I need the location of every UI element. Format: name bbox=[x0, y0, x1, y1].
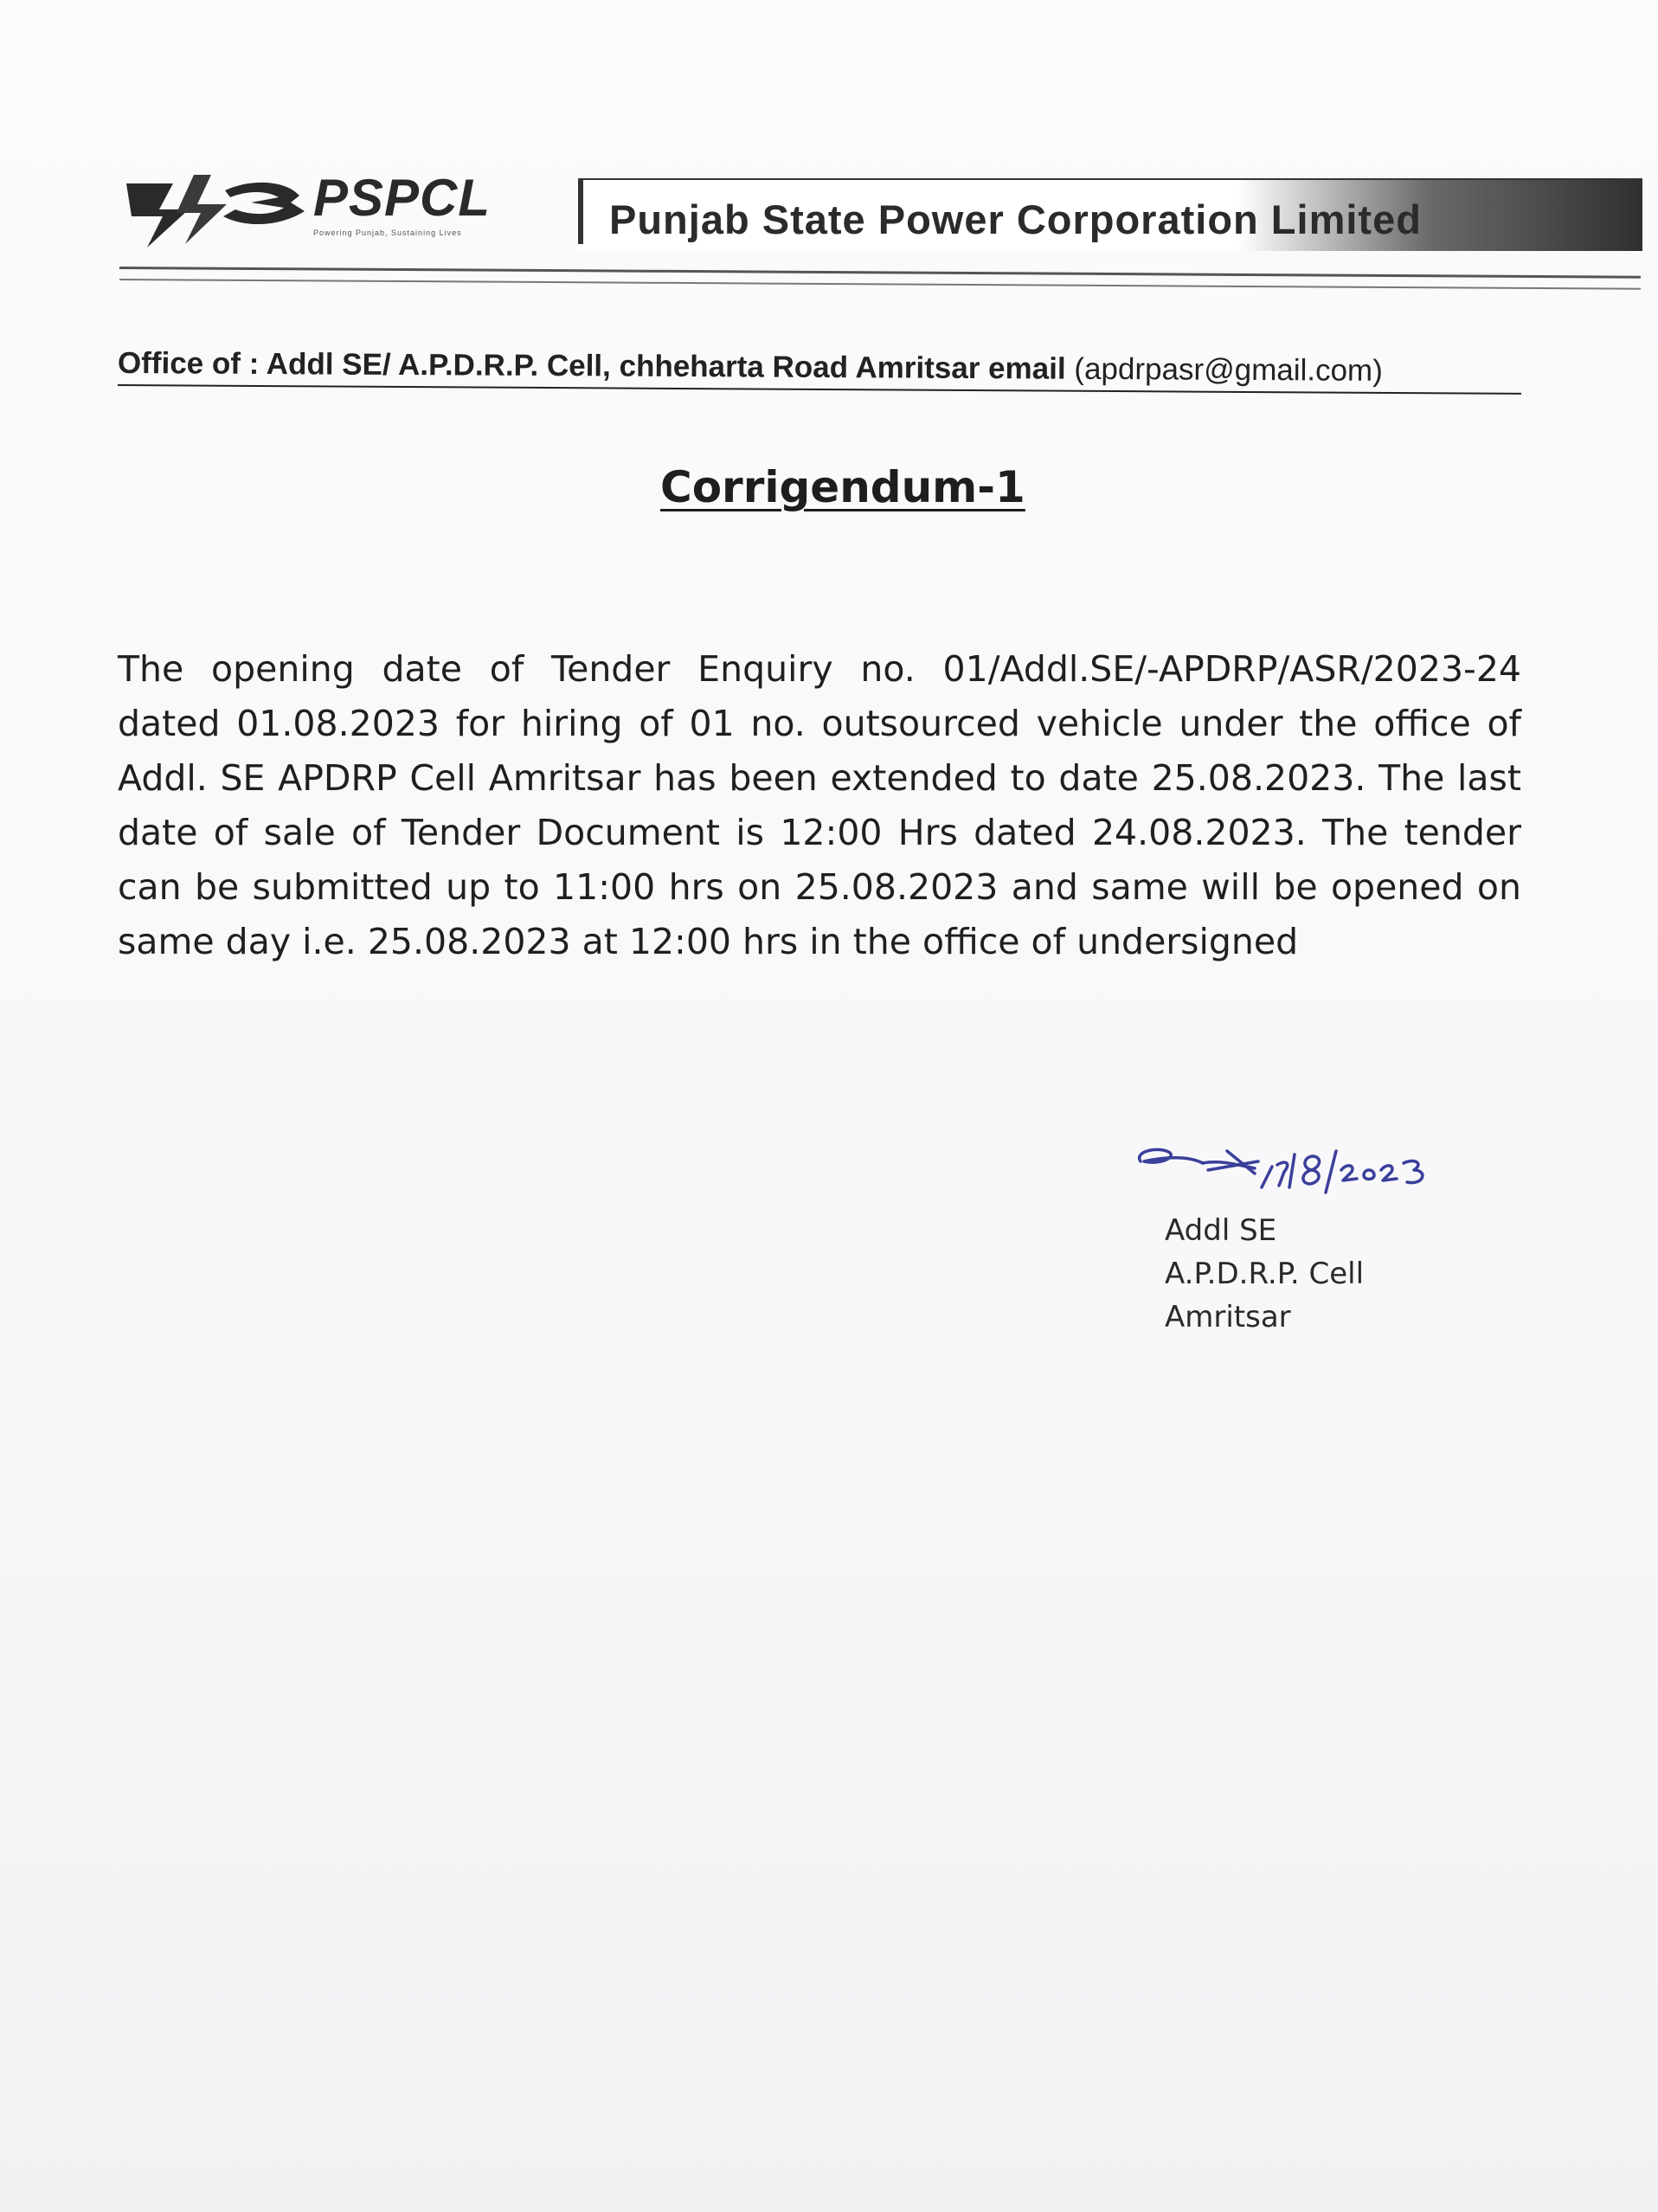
company-name: Punjab State Power Corporation Limited bbox=[609, 196, 1422, 242]
document-title: Corrigendum-1 bbox=[660, 462, 1025, 512]
signatory-designation: Addl SE bbox=[1165, 1213, 1277, 1248]
pspcl-lightning-logo-icon bbox=[121, 164, 307, 251]
signatory-office: A.P.D.R.P. Cell bbox=[1165, 1257, 1365, 1291]
office-address: Office of : Addl SE/ A.P.D.R.P. Cell, chheharta Road Amritsar email bbox=[117, 346, 1075, 386]
signatory-block bbox=[1165, 1209, 1364, 1339]
office-email: (apdrpasr@gmail.com) bbox=[1074, 351, 1383, 388]
letterhead bbox=[0, 0, 1658, 312]
header-rule-top bbox=[119, 267, 1641, 279]
header-rule-bottom bbox=[119, 279, 1641, 290]
logo-tagline: Powering Punjab, Sustaining Lives bbox=[313, 228, 462, 237]
office-address-line bbox=[118, 346, 1571, 389]
logo-wordmark: PSPCL bbox=[313, 169, 492, 227]
body-paragraph: The opening date of Tender Enquiry no. 01/Addl.SE/-APDRP/ASR/2023-24 dated 01.08.2023 for hiring of 01 no. outsourced vehicle under the office of Addl. SE APDRP Cell Amritsar has been extended to date 25.08.2023. The last date of sale of Tender Document is 12:00 Hrs dated 24.08.2023. The tender can be submitted up to 11:00 hrs on 25.08.2023 and same will be opened on same day i.e. 25.08.2023 at 12:00 hrs in the office of undersigned bbox=[118, 648, 1521, 962]
company-banner bbox=[578, 178, 1642, 251]
pspcl-logo bbox=[121, 156, 537, 260]
signatory-location: Amritsar bbox=[1165, 1300, 1291, 1334]
